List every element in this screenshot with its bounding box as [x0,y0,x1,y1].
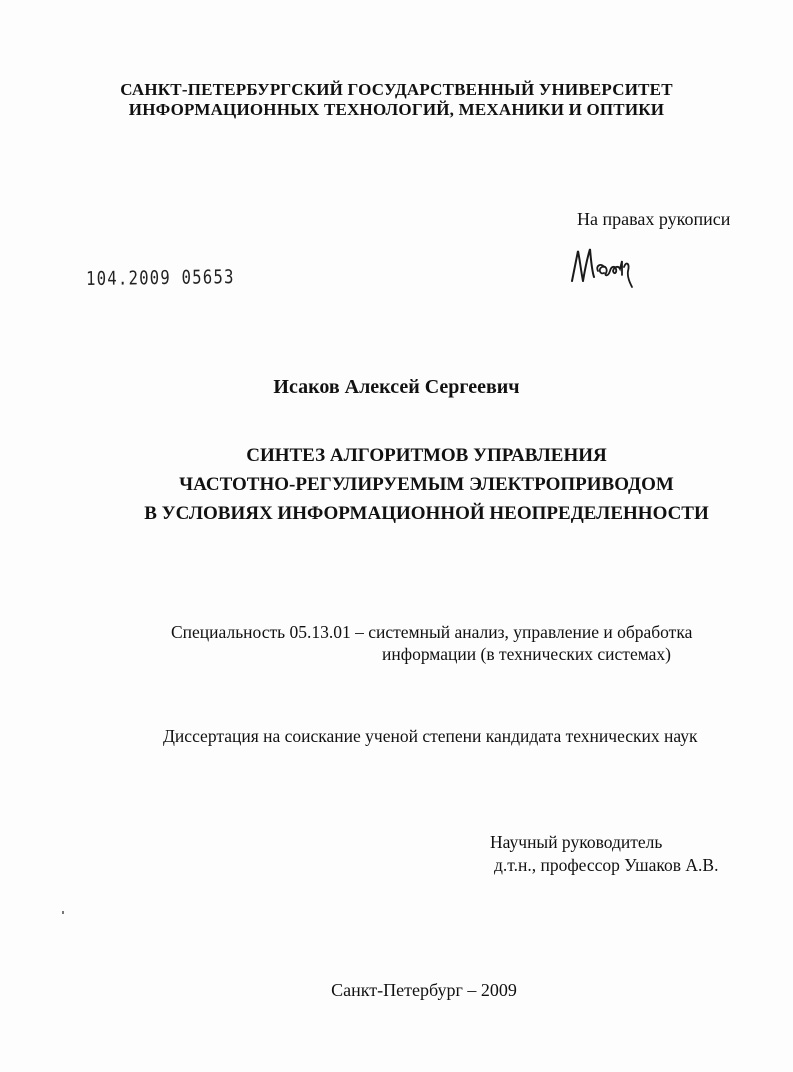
dissertation-degree: Диссертация на соискание ученой степени кандидата технических наук [163,726,698,746]
university-line-1: САНКТ-ПЕТЕРБУРГСКИЙ ГОСУДАРСТВЕННЫЙ УНИВЕРСИТЕТ [120,80,673,99]
university-line-2: ИНФОРМАЦИОННЫХ ТЕХНОЛОГИЙ, МЕХАНИКИ И ОПТИКИ [128,100,665,119]
supervisor-name: д.т.н., профессор Ушаков А.В. [494,855,719,875]
title-line-1: СИНТЕЗ АЛГОРИТМОВ УПРАВЛЕНИЯ [246,445,607,466]
archive-stamp-number: 104.2009 05653 [86,266,235,290]
rights-note: На правах рукописи [577,209,731,229]
author-name: Исаков Алексей Сергеевич [273,376,520,398]
handwritten-signature [568,243,638,288]
specialty-line-1: Специальность 05.13.01 – системный анализ, управление и обработка [171,622,693,642]
scan-speck [62,911,64,914]
title-line-2: ЧАСТОТНО-РЕГУЛИРУЕМЫМ ЭЛЕКТРОПРИВОДОМ [179,474,674,495]
title-line-3: В УСЛОВИЯХ ИНФОРМАЦИОННОЙ НЕОПРЕДЕЛЕННОСТИ [144,503,709,524]
supervisor-role: Научный руководитель [490,832,663,852]
specialty-line-2: информации (в технических системах) [382,644,672,664]
city-year: Санкт-Петербург – 2009 [331,980,517,1000]
university-header [0,80,793,120]
dissertation-title [0,441,793,528]
